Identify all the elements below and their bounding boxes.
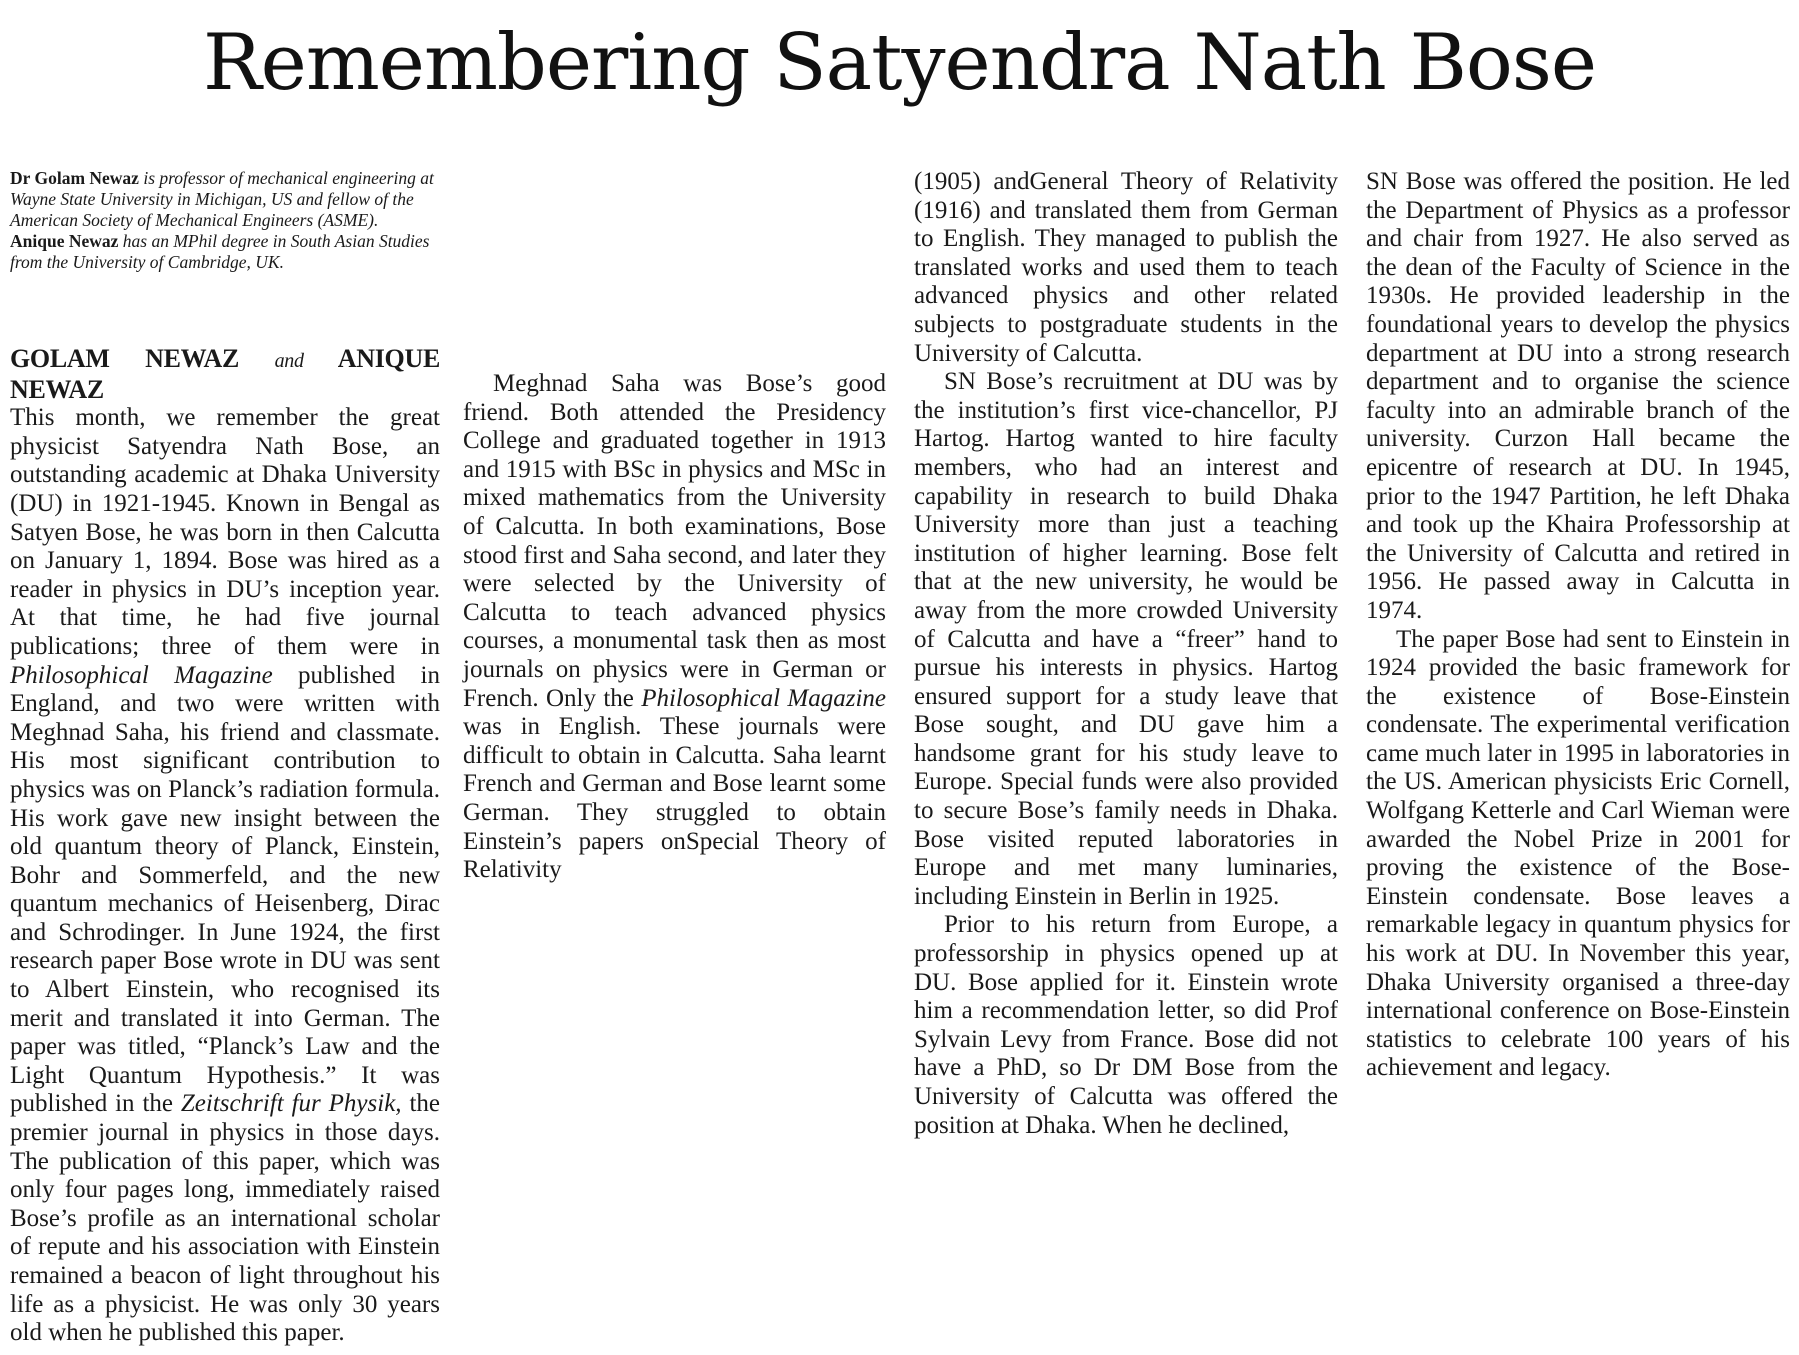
paragraph-2-continued: (1905) andGeneral Theory of Relativity (1916) and translated them from German to English. They managed to publish the translated works and used them to teach advanced physics and other related subjects to postgraduate students in the University of Calcutta.	[914, 168, 1338, 367]
paragraph-2-text-b: was in English. These journals were difficult to obtain in Calcutta. Saha learnt French and German and Bose learnt some German. They struggled to obtain Einstein’s papers onSpecial Theory of Relativity	[463, 713, 886, 884]
paragraph-1-italic-2: Zeitschrift fur Physik,	[180, 1090, 402, 1118]
paragraph-2	[463, 370, 886, 885]
byline-author-2: ANIQUE NEWAZ	[10, 344, 440, 404]
byline-and: and	[274, 350, 304, 372]
author-bio-desc-1: is professor of mechanical engineering at Wayne State University in Michigan, US and fellow of the American Society of Mechanical Engineers (ASME).	[10, 168, 434, 230]
author-bio-name-1: Dr Golam Newaz	[10, 168, 139, 188]
paragraph-2-italic: Philosophical Magazine	[641, 684, 886, 712]
paragraph-1-text-a: This month, we remember the great physicist Satyendra Nath Bose, an outstanding academic at Dhaka University (DU) in 1921-1945. Known in Bengal as Satyen Bose, he was born in then Calcutta on January 1, 1894. Bose was hired as a reader in physics in DU’s inception year. At that time, he had five journal publications; three of them were in	[10, 404, 440, 660]
paragraph-1-text-b: published in England, and two were written with Meghnad Saha, his friend and classmate. His most significant contribution to physics was on Planck’s radiation formula. His work gave new insight between the old quantum theory of Planck, Einstein, Bohr and Sommerfeld, and the new quantum mechanics of Heisenberg, Dirac and Schrodinger. In June 1924, the first research paper Bose wrote in DU was sent to Albert Einstein, who recognised its merit and translated it into German. The paper was titled, “Planck’s Law and the Light Quantum Hypothesis.” It was published in the	[10, 661, 440, 1118]
article-title: Remembering Satyendra Nath Bose	[202, 18, 1597, 108]
author-bio-desc-2: has an MPhil degree in South Asian Studies from the University of Cambridge, UK.	[10, 231, 430, 272]
paragraph-1-italic-1: Philosophical Magazine	[10, 661, 273, 689]
paragraph-1	[10, 404, 440, 1348]
paragraph-1-text-c: the premier journal in physics in those days. The publication of this paper, which was only four pages long, immediately raised Bose’s profile as an international scholar of repute and his association with Einstein remained a beacon of light throughout his life as a physicist. He was only 30 years old when he published this paper.	[10, 1090, 440, 1347]
paragraph-5: The paper Bose had sent to Einstein in 1924 provided the basic framework for the existence of Bose-Einstein condensate. The experimental verification came much later in 1995 in laboratories in the US. American physicists Eric Cornell, Wolfgang Ketterle and Carl Wieman were awarded the Nobel Prize in 2001 for proving the existence of the Bose-Einstein condensate. Bose leaves a remarkable legacy in quantum physics for his work at DU. In November this year, Dhaka University organised a three-day international conference on Bose-Einstein statistics to celebrate 100 years of his achievement and legacy.	[1366, 625, 1790, 1082]
article-column-4	[1366, 168, 1790, 1153]
byline	[10, 345, 440, 404]
author-bio	[10, 168, 440, 273]
paragraph-3: SN Bose’s recruitment at DU was by the institution’s first vice-chancellor, PJ Hartog. Hartog wanted to hire faculty members, who had an interest and capability in research to build Dhaka University more than just a teaching institution of higher learning. Bose felt that at the new university, he would be away from the more crowded University of Calcutta and have a “freer” hand to pursue his interests in physics. Hartog ensured support for a study leave that Bose sought, and DU gave him a handsome grant for his study leave to Europe. Special funds were also provided to secure Bose’s family needs in Dhaka. Bose visited reputed laboratories in Europe and met many luminaries, including Einstein in Berlin in 1925.	[914, 368, 1338, 910]
article-column-1	[10, 168, 440, 1347]
paragraph-4: Prior to his return from Europe, a professorship in physics opened up at DU. Bose applied for it. Einstein wrote him a recommendation letter, so did Prof Sylvain Levy from France. Bose did not have a PhD, so Dr DM Bose from the University of Calcutta was offered the position at Dhaka. When he declined,	[914, 911, 1338, 1139]
article-column-2	[463, 370, 886, 1355]
paragraph-2-text-a: Meghnad Saha was Bose’s good friend. Both attended the Presidency College and graduated together in 1913 and 1915 with BSc in physics and MSc in mixed mathematics from the University of Calcutta. In both examinations, Bose stood first and Saha second, and later they were selected by the University of Calcutta to teach advanced physics courses, a monumental task then as most journals on physics were in German or French. Only the	[463, 370, 886, 712]
author-bio-name-2: Anique Newaz	[10, 231, 119, 251]
article-column-3	[914, 168, 1338, 1153]
byline-author-1: GOLAM NEWAZ	[10, 344, 240, 373]
paragraph-4-continued: SN Bose was offered the position. He led the Department of Physics as a professor and chair from 1927. He also served as the dean of the Faculty of Science in the 1930s. He provided leadership in the foundational years to develop the physics department at DU into a strong research department and to organise the science faculty into an admirable branch of the university. Curzon Hall became the epicentre of research at DU. In 1945, prior to the 1947 Partition, he left Dhaka and took up the Khaira Professorship at the University of Calcutta and retired in 1956. He passed away in Calcutta in 1974.	[1366, 168, 1790, 624]
